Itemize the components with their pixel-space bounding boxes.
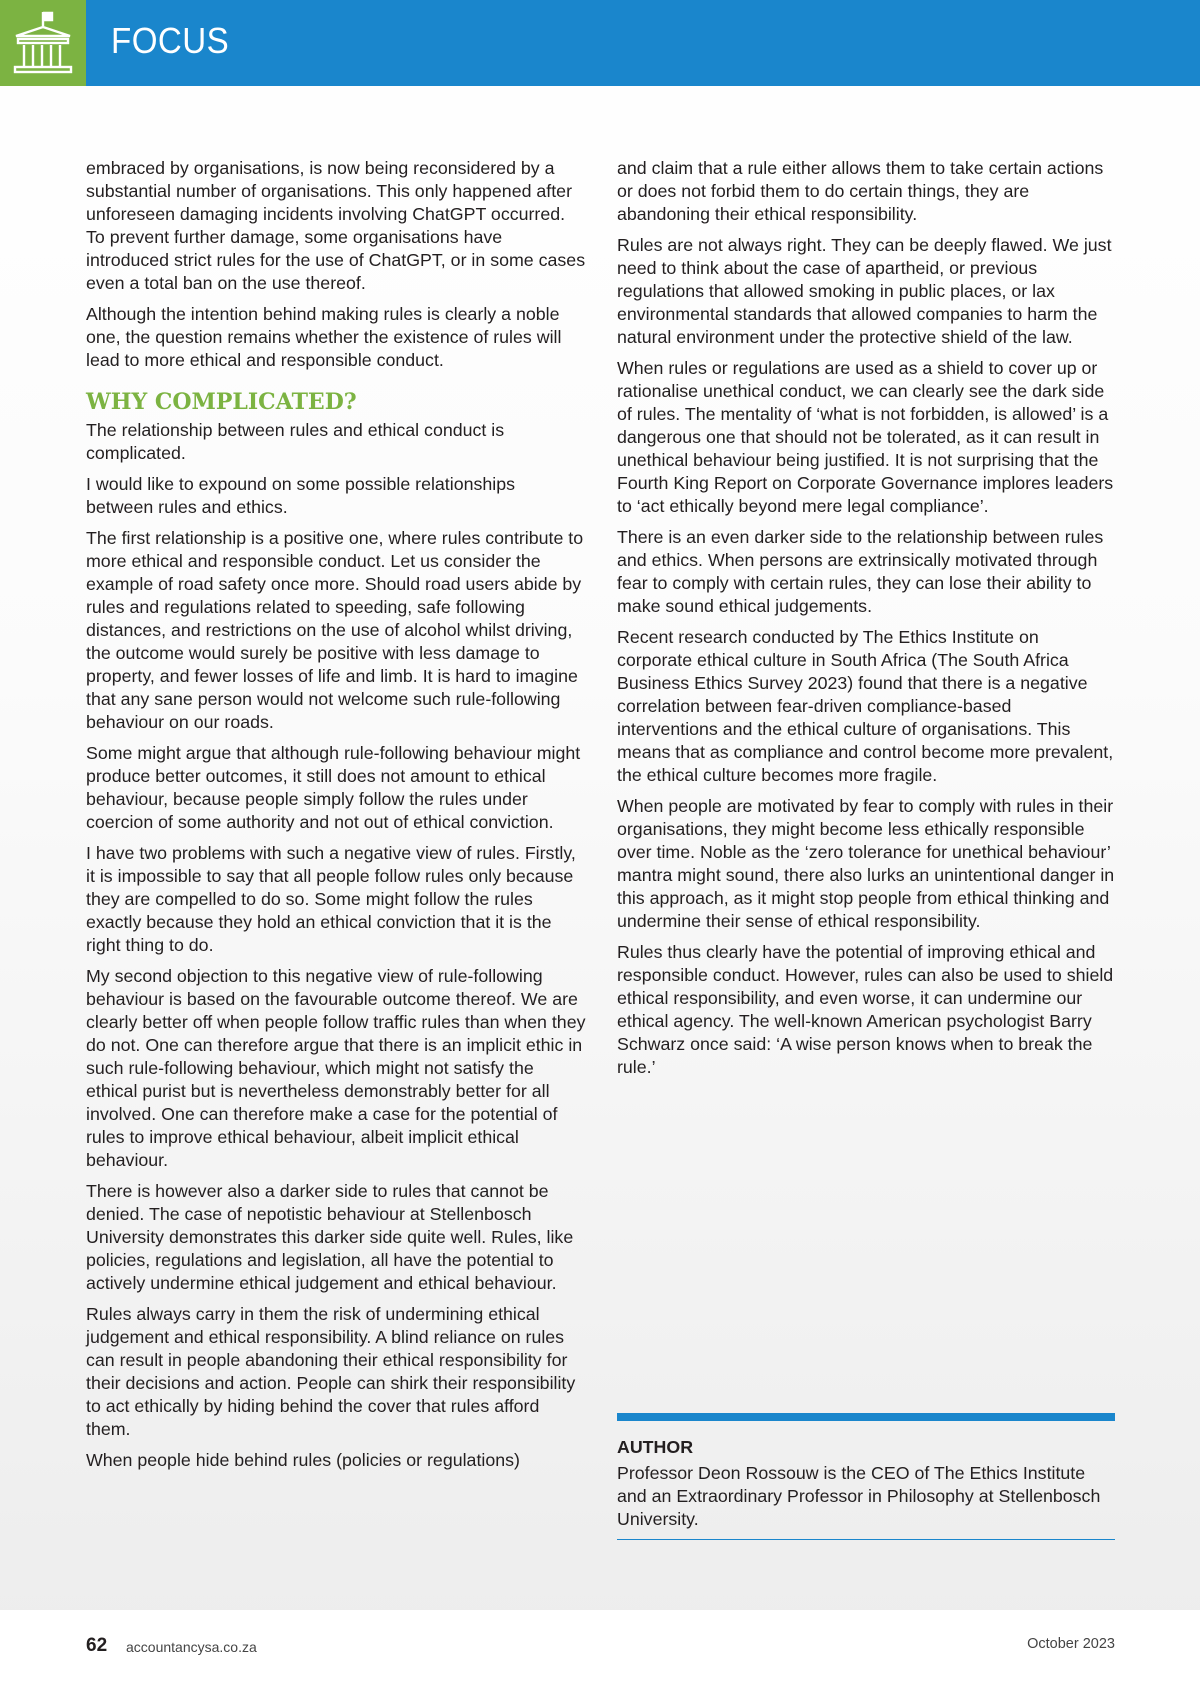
paragraph: Some might argue that although rule-following behaviour might produce better outcomes, it still does not amount to ethical behaviour, because people simply follow the rules under coercion of some authority and not out of ethical conviction. bbox=[86, 743, 581, 832]
paragraph: My second objection to this negative view of rule-following behaviour is based on the favourable outcome thereof. We are clearly better off when people follow traffic rules than when they do not. One can therefore argue that there is an implicit ethic in such rule-following behaviour, which might not satisfy the ethical purist but is nevertheless demonstrably better for all involved. One can therefore make a case for the potential of rules to improve ethical behaviour, albeit implicit ethical behaviour. bbox=[86, 966, 586, 1170]
subheading: WHY COMPLICATED? bbox=[86, 389, 357, 415]
paragraph: and claim that a rule either allows them to take certain actions or does not forbid them to do certain things, they are abandoning their ethical responsibility. bbox=[617, 158, 1104, 224]
section-icon-box bbox=[0, 0, 86, 86]
section-title: FOCUS bbox=[111, 20, 230, 61]
paragraph: I would like to expound on some possible relationships between rules and ethics. bbox=[86, 474, 515, 517]
paragraph: Recent research conducted by The Ethics Institute on corporate ethical culture in South Africa (The South Africa Business Ethics Survey 2023) found that there is a negative correlation between fear-driven compliance-based interventions and the ethical culture of organisations. This means that as compliance and control become more prevalent, the ethical culture becomes more fragile. bbox=[617, 627, 1114, 785]
author-divider-bar bbox=[617, 1413, 1115, 1421]
section-header-bar bbox=[0, 0, 1200, 86]
paragraph: When people hide behind rules (policies or regulations) bbox=[86, 1450, 520, 1470]
paragraph: When rules or regulations are used as a shield to cover up or rationalise unethical conduct, we can clearly see the dark side of rules. The mentality of ‘what is not forbidden, is allowed’ is a dangerous one that should not be tolerated, as it can result in unethical behaviour being justified. It is not surprising that the Fourth King Report on Corporate Governance implores leaders to ‘act ethically beyond mere legal compliance’. bbox=[617, 358, 1114, 516]
paragraph: There is an even darker side to the relationship between rules and ethics. When persons are extrinsically motivated through fear to comply with certain rules, they can lose their ability to make sound ethical judgements. bbox=[617, 527, 1104, 616]
paragraph: Rules are not always right. They can be deeply flawed. We just need to think about the case of apartheid, or previous regulations that allowed smoking in public places, or lax environmental standards that allowed companies to harm the natural environment under the protective shield of the law. bbox=[617, 235, 1112, 347]
building-with-flag-icon bbox=[12, 10, 74, 76]
paragraph: Rules always carry in them the risk of undermining ethical judgement and ethical responsibility. A blind reliance on rules can result in people abandoning their ethical responsibility for their decisions and action. People can shirk their responsibility to act ethically by hiding behind the cover that rules afford them. bbox=[86, 1304, 576, 1439]
page-number: 62 bbox=[86, 1635, 108, 1656]
left-column bbox=[86, 157, 586, 1480]
right-column bbox=[617, 157, 1117, 1087]
paragraph: When people are motivated by fear to comply with rules in their organisations, they might become less ethically responsible over time. Noble as the ‘zero tolerance for unethical behaviour’ mantra might sound, there also lurks an unintentional danger in this approach, as it might stop people from ethical thinking and undermine their sense of ethical responsibility. bbox=[617, 796, 1115, 931]
paragraph: The first relationship is a positive one, where rules contribute to more ethical and responsible conduct. Let us consider the example of road safety once more. Should road users abide by rules and regulations related to speeding, safe following distances, and restrictions on the use of alcohol whilst driving, the outcome would surely be positive with less damage to property, and fewer losses of life and limb. It is hard to imagine that any sane person would not welcome such rule-following behaviour on our roads. bbox=[86, 528, 584, 732]
website-link[interactable]: accountancysa.co.za bbox=[126, 1639, 257, 1655]
paragraph: Although the intention behind making rules is clearly a noble one, the question remains whether the existence of rules will lead to more ethical and responsible conduct. bbox=[86, 304, 562, 370]
paragraph: I have two problems with such a negative view of rules. Firstly, it is impossible to say that all people follow rules only because they are compelled to do so. Some might follow the rules exactly because they hold an ethical conviction that it is the right thing to do. bbox=[86, 843, 576, 955]
author-bio: Professor Deon Rossouw is the CEO of The Ethics Institute and an Extraordinary Professor in Philosophy at Stellenbosch University. bbox=[617, 1463, 1101, 1529]
paragraph: There is however also a darker side to rules that cannot be denied. The case of nepotistic behaviour at Stellenbosch University demonstrates this darker side quite well. Rules, like policies, regulations and legislation, all have the potential to actively undermine ethical judgement and ethical behaviour. bbox=[86, 1181, 574, 1293]
author-bottom-rule bbox=[617, 1539, 1115, 1540]
paragraph: Rules thus clearly have the potential of improving ethical and responsible conduct. However, rules can also be used to shield ethical responsibility, and even worse, it can undermine our ethical agency. The well-known American psychologist Barry Schwarz once said: ‘A wise person knows when to break the rule.’ bbox=[617, 942, 1114, 1077]
paragraph: The relationship between rules and ethical conduct is complicated. bbox=[86, 420, 505, 463]
issue-date: October 2023 bbox=[1027, 1636, 1115, 1652]
paragraph: embraced by organisations, is now being reconsidered by a substantial number of organisations. This only happened after unforeseen damaging incidents involving ChatGPT occurred. To prevent further damage, some organisations have introduced strict rules for the use of ChatGPT, or in some cases even a total ban on the use thereof. bbox=[86, 158, 586, 293]
author-heading: AUTHOR bbox=[617, 1437, 694, 1457]
